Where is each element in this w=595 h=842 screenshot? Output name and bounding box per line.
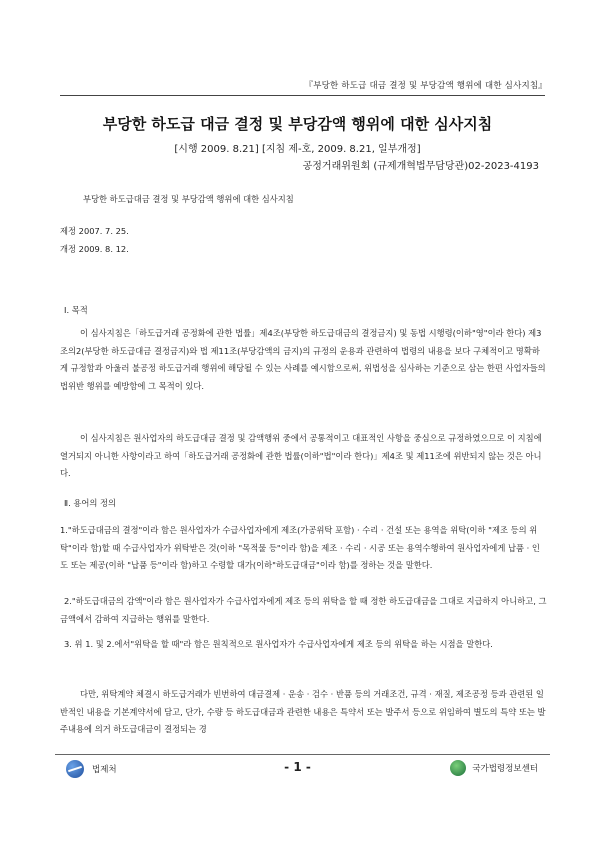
- law-center-logo-icon: [450, 760, 466, 776]
- definition-1: 1."하도급대금의 결정"이라 함은 원사업자가 수급사업자에게 제조(가공위탁 포함) · 수리 · 건설 또는 용역을 위탁(이하 "제조 등의 위탁"이라 함)할 때 수급사업자가 위탁받은 것(이하 "목적물 등"이라 함)을 제조 · 수리 · 시공 또는 용역수행하여 원사업자에게 납품 · 인도 또는 제공(이하 "납품 등"이라 함)하고 수령할 대가(이하"하도급대금"이라 함)를 정하는 것을 말한다.: [60, 525, 540, 570]
- enforcement-info: [시행 2009. 8.21] [지침 제-호, 2009. 8.21, 일부개정]: [174, 144, 421, 155]
- document-title: 부당한 하도급 대금 결정 및 부당감액 행위에 대한 심사지침: [102, 115, 493, 133]
- section1-paragraph-1: 이 심사지침은「하도급거래 공정화에 관한 법률」제4조(부당한 하도급대금의 결정금지) 및 동법 시행령(이하"영"이라 한다) 제3조의2(부당한 하도급대금 결정금지)와 법 제11조(부당감액의 금지)의 규정의 운용과 관련하여 법령의 내용을 보다 구체적이고 명확하게 규정함과 아울러 불공정 하도급거래 행위에 해당될 수 있는 사례를 예시함으로써, 위법성을 심사하는 기준으로 삼는 한편 사업자들의 법위반 행위를 예방함에 그 목적이 있다.: [60, 328, 546, 391]
- revised-date: 개정 2009. 8. 12.: [60, 244, 129, 254]
- footer-agency: 법제처: [92, 765, 117, 775]
- footer-center: 국가법령정보센터: [472, 764, 538, 774]
- footer-divider: [55, 754, 550, 755]
- subtitle: 부당한 하도급대금 결정 및 부당감액 행위에 대한 심사지침: [83, 194, 294, 204]
- definition-2: 2."하도급대금의 감액"이라 함은 원사업자가 수급사업자에게 제조 등의 위탁을 할 때 정한 하도급대금을 그대로 지급하지 아니하고, 그 금액에서 감하여 지급하는 행위를 말한다.: [60, 596, 547, 624]
- contact-info: 공정거래위원회 (규제개혁법무담당관)02-2023-4193: [302, 161, 539, 172]
- header-note: 『부당한 하도급 대금 결정 및 부당감액 행위에 대한 심사지침』: [304, 81, 547, 91]
- section1-paragraph-2: 이 심사지침은 원사업자의 하도급대금 결정 및 감액행위 중에서 공통적이고 대표적인 사항을 중심으로 규정하였으므로 이 지침에 열거되지 아니한 사항이라고 하여「하도급거래 공정화에 관한 법률(이하"법"이라 한다)」제4조 및 제11조에 위반되지 않는 것은 아니다.: [60, 433, 542, 478]
- header-divider: [60, 95, 545, 96]
- footer-right: [450, 760, 538, 776]
- section2-heading: Ⅱ. 용어의 정의: [64, 498, 117, 508]
- page-number: - 1 -: [284, 760, 311, 774]
- enacted-date: 제정 2007. 7. 25.: [60, 226, 129, 236]
- section1-heading: Ⅰ. 목적: [64, 305, 88, 315]
- definition-3-paragraph: 다만, 위탁계약 체결시 하도급거래가 빈번하여 대금결제 · 운송 · 검수 · 반품 등의 거래조건, 규격 · 재질, 제조공정 등과 관련된 일반적인 내용을 기본계약서에 담고, 단가, 수량 등 하도급대금과 관련한 내용은 특약서 또는 발주서 등으로 위임하여 별도의 특약 또는 발주내용에 의거 하도급대금이 결정되는 경: [60, 689, 546, 734]
- definition-3: 3. 위 1. 및 2.에서"위탁을 할 때"라 함은 원칙적으로 원사업자가 수급사업자에게 제조 등의 위탁을 하는 시점을 말한다.: [64, 639, 493, 649]
